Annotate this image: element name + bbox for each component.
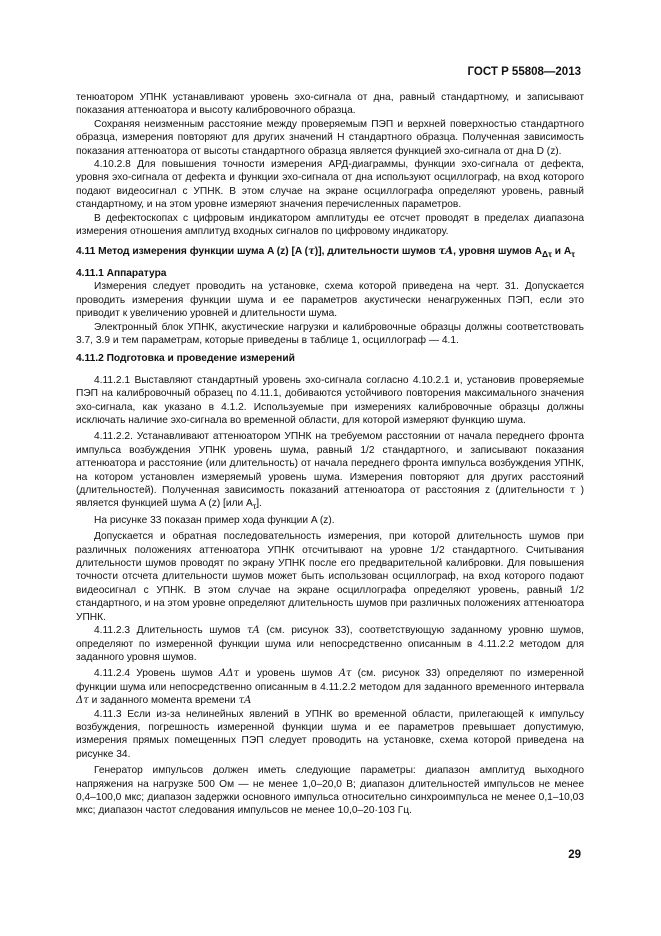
paragraph: Допускается и обратная последовательность измерения, при которой длительность шумов при различных положениях аттенюатора УПНК отсчитывают на уровне 1/2 стандартного. Считывания длительности шумов проводят по экрану УПНК после его предварительной калибровки. Для повышения точности отсчета длительности шумов может быть использован осциллограф, на вход которого подают видеосигнал с УПНК. В этом случае на экране осциллографа определяют уровень, равный 1/2 стандартного, и на этом уровне определяют длительность шумов при различных положениях аттенюатора УПНК.: [76, 531, 584, 623]
delta-tau-symbol: Δτ: [76, 695, 89, 707]
tau-symbol: τ: [308, 246, 315, 258]
paragraph: 4.11.2.4 Уровень шумов AΔτ и уровень шумов Aτ (см. рисунок 33) определяют по измеренной функции шума или непосредственно описанным в 4.11.2.2 методом для заданного временного интервала Δτ и заданного момента времени τA: [76, 668, 584, 707]
paragraph: 4.11.2.1 Выставляют стандартный уровень эхо-сигнала согласно 4.10.2.1 и, установив проверяемые ПЭП на калибровочный образец по 4.11.1, добиваются устойчивого повторения максимального значения эхо-сигнала, как указано в 4.1.2. Используемые при измерениях калибровочные образцы должны исключать наличие эхо-сигнала во временной области, для которой измеряют функцию шума.: [76, 374, 584, 426]
a-tau-symbol: Aτ: [338, 668, 352, 680]
section-heading-4-11: 4.11 Метод измерения функции шума A (z) [A (τ)], длительности шумов τA, уровня шумов $A_{\Delta\tau}$ и $A_\tau$: [76, 246, 575, 260]
tau-a-symbol: τA: [247, 625, 260, 637]
paragraph: 4.11.2.2. Устанавливают аттенюатором УПНК на требуемом расстоянии от начала переднего фронта импульса возбуждения УПНК уровень шума, равный 1/2 стандартного, и записывают показания аттенюатора и расстояние (или длительность) от начала переднего фронта импульса возбуждения УПНК, на котором установлен измеряемый уровень шума. Измерения повторяют для других расстояний (длительностей). Полученная зависимость показаний аттенюатора от расстояния z (длительности τ ) является функцией шума A (z) [или $A_\tau$].: [76, 431, 585, 512]
paragraph: Сохраняя неизменным расстояние между проверяемым ПЭП и верхней поверхностью стандартного образца, измерения повторяют для других значений H стандартного образца. Полученная зависимость показания аттенюатора от высоты стандартного образца является функцией эхо-сигнала от дна D (z).: [76, 118, 584, 157]
paragraph: 4.11.2.3 Длительность шумов τA (см. рисунок 33), соответствующую заданному уровню шумов, определяют по измеренной функции шума или непосредственно описанным в 4.11.2.2 методом для заданного уровня шумов.: [76, 625, 585, 663]
subsection-heading: 4.11.2 Подготовка и проведение измерений: [76, 353, 295, 365]
paragraph: 4.11.3 Если из-за нелинейных явлений в УПНК во временной области, прилегающей к импульсу возбуждения, погрешность измеренной функции шума и ее параметров превышает допустимую, измерения прямых помещенных ПЭП следует проводить на установке, схема которой приведена на рисунке 34.: [76, 708, 584, 760]
page-body: [76, 91, 584, 818]
subscript: τ: [252, 501, 257, 512]
subsection-heading: 4.11.1 Аппаратура: [76, 267, 167, 279]
paragraph: Измерения следует проводить на установке, схема которой приведена на черт. 31. Допускается проводить измерения функции шума и ее параметров акустически ненагруженных ПЭП, если это приводит к увеличению уровней и длительности шума.: [76, 281, 584, 320]
subscript: τ: [571, 249, 575, 260]
a-delta-tau-symbol: AΔτ: [219, 668, 239, 680]
tau-a-symbol: τA: [438, 246, 454, 258]
paragraph: Генератор импульсов должен иметь следующие параметры: диапазон амплитуд выходного напряжения на нагрузке 500 Ом — не менее 1,0–20,0 В; диапазон длительностей импульсов не менее 0,4–100,0 мкс; диапазон задержки основного импульса относительно синхроимпульса не менее 0,1–10,03 мкс; диапазон частот следования импульсов не менее 10,0–20·103 Гц.: [76, 765, 584, 817]
tau-a-symbol: τA: [238, 695, 252, 707]
tau-symbol: τ: [569, 485, 576, 496]
document-header: ГОСТ Р 55808—2013: [467, 66, 581, 78]
paragraph: Электронный блок УПНК, акустические нагрузки и калибровочные образцы должны соответствовать 3.7, 3.9 и тем параметрам, которые приведены в таблице 1, осциллограф — 4.1.: [76, 321, 584, 346]
page-number: 29: [568, 849, 581, 861]
paragraph: В дефектоскопах с цифровым индикатором амплитуды ее отсчет проводят в пределах диапазона измерения отношения амплитуд входных сигналов по цифровому индикатору.: [76, 212, 584, 238]
subscript: Δτ: [542, 249, 552, 260]
paragraph: На рисунке 33 показан пример хода функции A (z).: [94, 514, 335, 526]
paragraph: 4.10.2.8 Для повышения точности измерения АРД-диаграммы, функции эхо-сигнала от дефекта, уровня эхо-сигнала от дефекта и функции эхо-сигнала от дна используют осциллограф, на вход которого подают видеосигнал с УПНК. В этом случае на экране осциллографа определяют уровень, равный стандартному, и на этом уровне измеряют значения перечисленных параметров.: [76, 159, 584, 211]
paragraph: тенюатором УПНК устанавливают уровень эхо-сигнала от дна, равный стандартному, и записывают показания аттенюатора и высоту калибровочного образца.: [76, 92, 584, 117]
